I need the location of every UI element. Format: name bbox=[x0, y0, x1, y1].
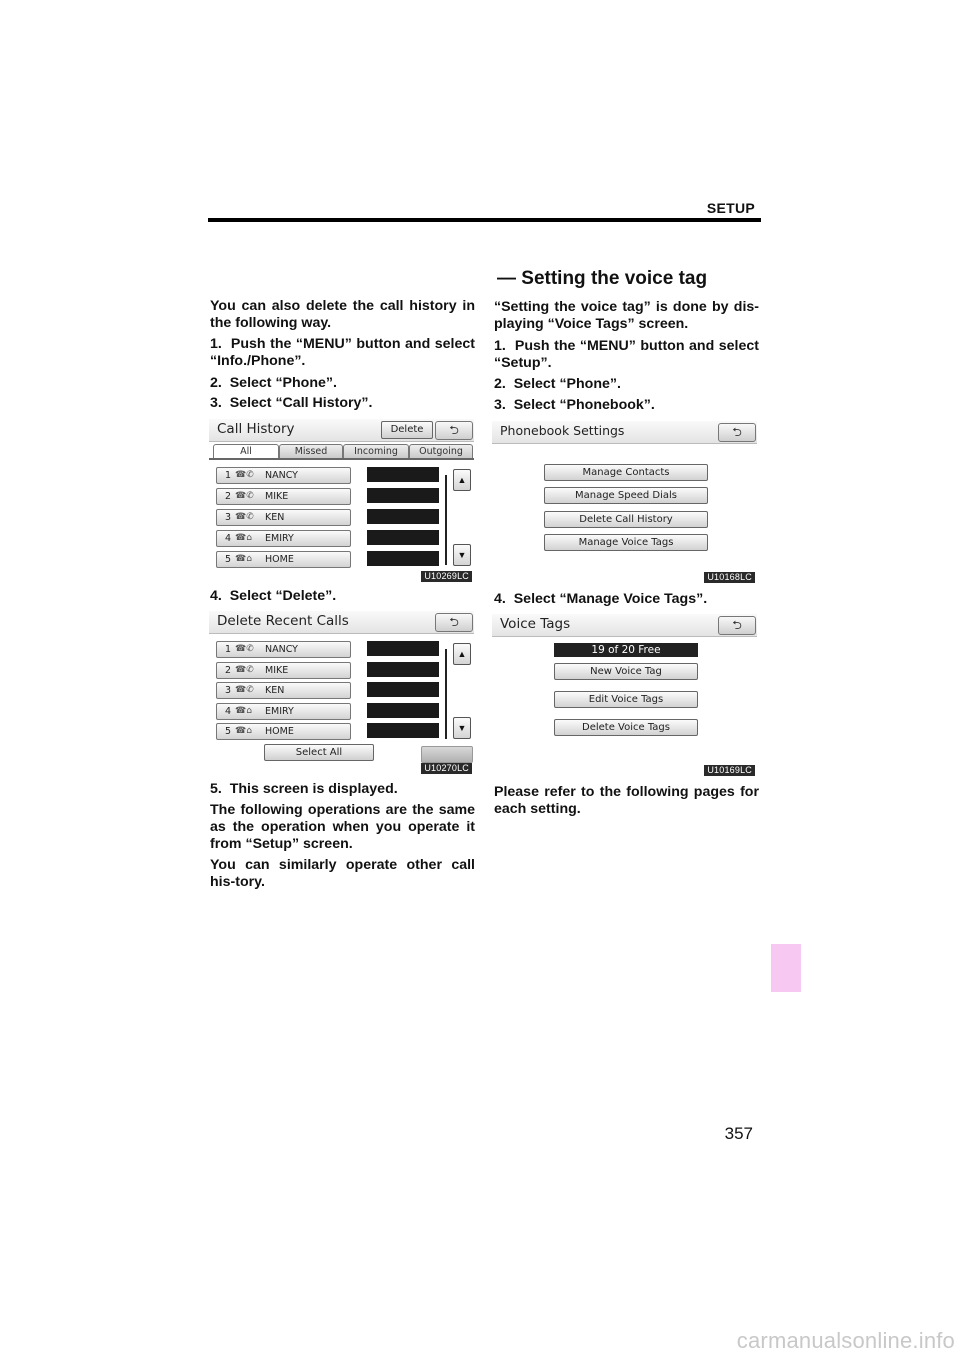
call-history-screen bbox=[209, 419, 474, 583]
home-phone-icon: ☎⌂ bbox=[235, 533, 252, 543]
delete-call-history-button[interactable]: Delete Call History bbox=[544, 511, 708, 528]
call-row[interactable] bbox=[216, 723, 351, 740]
screen-title: Voice Tags bbox=[500, 616, 571, 632]
row-number: 2 bbox=[225, 665, 232, 676]
call-row[interactable] bbox=[216, 682, 351, 699]
call-row[interactable] bbox=[216, 662, 351, 679]
right-outro: Please refer to the following pages for each setting. bbox=[494, 784, 759, 817]
scroll-down-icon[interactable]: ▼ bbox=[453, 544, 471, 566]
left-intro: You can also delete the call history in the following way. bbox=[210, 298, 475, 331]
call-row[interactable] bbox=[216, 509, 351, 526]
section-heading: — Setting the voice tag bbox=[497, 268, 708, 289]
title-bar bbox=[209, 611, 474, 634]
title-bar bbox=[492, 421, 757, 444]
page-number: 357 bbox=[724, 1124, 753, 1143]
manage-voice-tags-button[interactable]: Manage Voice Tags bbox=[544, 534, 708, 551]
screen-title: Phonebook Settings bbox=[500, 423, 625, 438]
tab-all[interactable]: All bbox=[213, 444, 279, 459]
scrollbar[interactable] bbox=[445, 475, 447, 565]
figure-code: U10270LC bbox=[421, 763, 472, 774]
call-row[interactable] bbox=[216, 488, 351, 505]
header-rule bbox=[208, 218, 761, 222]
right-step-3: 3. Select “Phonebook”. bbox=[494, 397, 655, 413]
screen-title: Delete Recent Calls bbox=[217, 613, 349, 629]
call-time-block bbox=[367, 488, 439, 503]
row-number: 4 bbox=[225, 706, 232, 717]
right-step-1: 1. Push the “MENU” button and select “Setup”. bbox=[494, 338, 759, 371]
mobile-icon: ☎✆ bbox=[235, 470, 254, 480]
mobile-icon: ☎✆ bbox=[235, 512, 254, 522]
call-row[interactable] bbox=[216, 530, 351, 547]
tab-incoming[interactable]: Incoming bbox=[343, 444, 409, 459]
mobile-icon: ☎✆ bbox=[235, 491, 254, 501]
call-row[interactable] bbox=[216, 641, 351, 658]
chapter-tab bbox=[771, 944, 801, 992]
left-step-4: 4. Select “Delete”. bbox=[210, 588, 337, 604]
voice-tags-screen bbox=[492, 614, 757, 777]
return-arrow-icon[interactable]: ⮌ bbox=[718, 616, 756, 635]
return-arrow-icon[interactable]: ⮌ bbox=[435, 421, 473, 440]
delete-recent-calls-screen bbox=[209, 611, 474, 775]
figure-code: U10169LC bbox=[704, 765, 755, 776]
screen-title: Call History bbox=[217, 421, 295, 437]
row-name: KEN bbox=[265, 685, 285, 696]
call-row[interactable] bbox=[216, 703, 351, 720]
title-bar bbox=[492, 614, 757, 637]
call-time-block bbox=[367, 682, 439, 697]
row-name: KEN bbox=[265, 512, 285, 523]
mobile-icon: ☎✆ bbox=[235, 685, 254, 695]
phonebook-settings-screen bbox=[492, 421, 757, 584]
tab-outgoing[interactable]: Outgoing bbox=[409, 444, 473, 459]
mobile-icon: ☎✆ bbox=[235, 665, 254, 675]
row-name: HOME bbox=[265, 554, 294, 565]
call-time-block bbox=[367, 467, 439, 482]
right-step-4: 4. Select “Manage Voice Tags”. bbox=[494, 591, 708, 607]
section-header: SETUP bbox=[706, 200, 755, 216]
row-name: MIKE bbox=[265, 665, 289, 676]
scroll-down-icon[interactable]: ▼ bbox=[453, 717, 471, 739]
title-bar bbox=[209, 419, 474, 442]
left-step-2: 2. Select “Phone”. bbox=[210, 375, 337, 391]
delete-voice-tags-button[interactable]: Delete Voice Tags bbox=[554, 719, 698, 736]
row-name: NANCY bbox=[265, 644, 298, 655]
select-all-button[interactable]: Select All bbox=[264, 744, 374, 761]
call-row[interactable] bbox=[216, 467, 351, 484]
delete-button-disabled bbox=[421, 746, 473, 763]
row-name: NANCY bbox=[265, 470, 298, 481]
row-number: 3 bbox=[225, 685, 232, 696]
call-time-block bbox=[367, 703, 439, 718]
row-name: MIKE bbox=[265, 491, 289, 502]
tab-missed[interactable]: Missed bbox=[279, 444, 343, 459]
call-time-block bbox=[367, 641, 439, 656]
delete-button[interactable]: Delete bbox=[381, 421, 433, 439]
right-intro: “Setting the voice tag” is done by dis-playing “Voice Tags” screen. bbox=[494, 299, 759, 332]
left-step-5: 5. This screen is displayed. bbox=[210, 781, 398, 797]
return-arrow-icon[interactable]: ⮌ bbox=[718, 423, 756, 442]
row-name: EMIRY bbox=[265, 533, 294, 544]
free-slots-indicator: 19 of 20 Free bbox=[554, 643, 698, 657]
call-time-block bbox=[367, 551, 439, 566]
figure-code: U10168LC bbox=[704, 572, 755, 583]
row-number: 5 bbox=[225, 554, 232, 565]
row-name: EMIRY bbox=[265, 706, 294, 717]
left-para-1: The following operations are the same as the operation when you operate it from “Setup” screen. bbox=[210, 802, 475, 852]
return-arrow-icon[interactable]: ⮌ bbox=[435, 613, 473, 632]
new-voice-tag-button[interactable]: New Voice Tag bbox=[554, 663, 698, 680]
left-step-3: 3. Select “Call History”. bbox=[210, 395, 373, 411]
call-time-block bbox=[367, 530, 439, 545]
row-number: 3 bbox=[225, 512, 232, 523]
left-para-2: You can similarly operate other call his-tory. bbox=[210, 857, 475, 890]
right-step-2: 2. Select “Phone”. bbox=[494, 376, 621, 392]
home-phone-icon: ☎⌂ bbox=[235, 554, 252, 564]
tab-underline bbox=[209, 458, 474, 460]
edit-voice-tags-button[interactable]: Edit Voice Tags bbox=[554, 691, 698, 708]
scroll-up-icon[interactable]: ▲ bbox=[453, 469, 471, 491]
row-number: 1 bbox=[225, 644, 232, 655]
row-name: HOME bbox=[265, 726, 294, 737]
scrollbar[interactable] bbox=[445, 649, 447, 739]
row-number: 5 bbox=[225, 726, 232, 737]
scroll-up-icon[interactable]: ▲ bbox=[453, 643, 471, 665]
call-time-block bbox=[367, 723, 439, 738]
home-phone-icon: ☎⌂ bbox=[235, 726, 252, 736]
figure-code: U10269LC bbox=[421, 571, 472, 582]
left-step-1: 1. Push the “MENU” button and select “Info./Phone”. bbox=[210, 336, 475, 369]
row-number: 1 bbox=[225, 470, 232, 481]
home-phone-icon: ☎⌂ bbox=[235, 706, 252, 716]
row-number: 2 bbox=[225, 491, 232, 502]
row-number: 4 bbox=[225, 533, 232, 544]
call-time-block bbox=[367, 509, 439, 524]
watermark: carmanualsonline.info bbox=[736, 1328, 955, 1353]
call-row[interactable] bbox=[216, 551, 351, 568]
call-time-block bbox=[367, 662, 439, 677]
mobile-icon: ☎✆ bbox=[235, 644, 254, 654]
manage-speed-dials-button[interactable]: Manage Speed Dials bbox=[544, 487, 708, 504]
manage-contacts-button[interactable]: Manage Contacts bbox=[544, 464, 708, 481]
